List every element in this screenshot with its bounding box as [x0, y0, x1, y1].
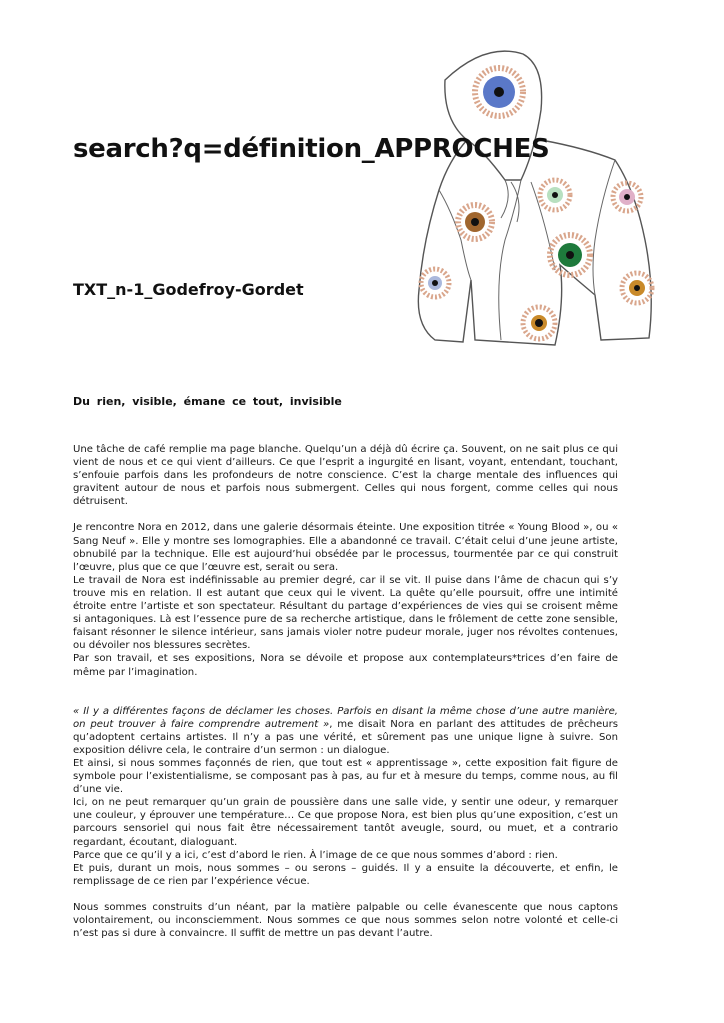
paragraph-9: Et puis, durant un mois, nous sommes – ou serons – guidés. Il y a ensuite la découverte, et enfin, le remplissage de ce rien par l’expérience vécue. — [73, 862, 618, 887]
eye-mint — [540, 180, 570, 210]
sleeve-right — [593, 160, 615, 295]
eye-brown — [458, 205, 492, 239]
jacket-outline — [418, 140, 651, 345]
paragraph-7: Ici, on ne peut remarquer qu’un grain de poussière dans une salle vide, y sentir une odeur, y remarquer une couleur, y éprouver une température… Ce que propose Nora, est bien plus qu’une exposition, c’est un parcours sensoriel qui nous fait être nécessairement tantôt aveugle, sourd, ou muet, et a contrario regardant, écoutant, dialoguant. — [73, 797, 618, 848]
eye-orange — [622, 273, 652, 303]
paragraph-spacer — [73, 888, 618, 901]
paragraph-spacer — [73, 508, 618, 521]
jacket-seam — [499, 180, 521, 340]
body-text — [73, 443, 618, 940]
paragraph-4: Par son travail, et ses expositions, Nora se dévoile et propose aux contemplateurs*trices d’en faire de même par l’imagination. — [73, 653, 618, 678]
paragraph-1: Une tâche de café remplie ma page blanche. Quelqu’un a déjà dû écrire ça. Souvent, on ne sait plus ce qui vient de nous et ce qui vient d’ailleurs. Ce que l’esprit a ingurgité en lisant, voyant, entendant, touchant, s’enfouie parfois dans les profondeurs de notre conscience. C’est la charge mentale des influences qui gravitent autour de nous et parfois nous submergent. Celles qui nous forgent, comme celles qui nous détruisent. — [73, 444, 618, 508]
nora-quote: « Il y a différentes façons de déclamer les choses. Parfois en disant la même chose d’une autre manière, on peut trouver à faire comprendre autrement » — [73, 705, 618, 730]
section-heading: Du rien, visible, émane ce tout, invisible — [73, 395, 342, 408]
eye-lightblue — [421, 269, 449, 297]
eye-blue-large — [475, 68, 523, 116]
paragraph-2: Je rencontre Nora en 2012, dans une galerie désormais éteinte. Une exposition titrée « Young Blood », ou « Sang Neuf ». Elle y montre ses lomographies. Elle a abandonné ce travail. C’était celui d’une jeune artiste, obnubilé par la technique. Elle est aujourd’hui obsédée par le processus, tourmentée par ce qui construit l’œuvre, plus que ce que l’œuvre est, serait ou sera. — [73, 522, 618, 573]
eye-dark — [523, 307, 555, 339]
eye-jacket-illustration — [405, 40, 660, 350]
eye-green — [550, 235, 590, 275]
paragraph-spacer — [73, 679, 618, 705]
paragraph-6: Et ainsi, si nous sommes façonnés de rien, que tout est « apprentissage », cette exposition fait figure de symbole pour l’existentialisme, se composant pas à pas, au fur et à mesure du temps, comme nous, au fil d’une vie. — [73, 757, 618, 796]
page-title: search?q=définition_APPROCHES — [73, 134, 550, 164]
paragraph-5-text: , me disait Nora en parlant des attitudes de prêcheurs qu’adoptent certains artistes. Il n’y a pas une vérité, et sûrement pas une unique ligne à suivre. Son exposition délivre cela, le contraire d’un sermon : un dialogue. — [73, 718, 618, 756]
paragraph-3: Le travail de Nora est indéfinissable au premier degré, car il se vit. Il puise dans l’âme de chacun qui s’y trouve mis en relation. Il est autant que ceux qui le vivent. La quête qu’elle poursuit, offre une intimité étroite entre l’artiste et son spectateur. Résultant du partage d’expériences de vies qui se croisent même si antagoniques. Là est l’essence pure de sa recherche artistique, dans le frôlement de cette zone sensible, faisant résonner le silence intérieur, sans jamais violer notre pudeur morale, juger nos révoltes contenues, ou dévoiler nos blessures secrètes. — [73, 574, 618, 652]
paragraph-10: Nous sommes construits d’un néant, par la matière palpable ou celle évanescente que nous captons volontairement, ou inconsciemment. Nous sommes ce que nous sommes selon notre volonté et celle-ci n’est pas si dure à convaincre. Il suffit de mettre un pas devant l’autre. — [73, 901, 618, 940]
document-subtitle: TXT_n-1_Godefroy-Gordet — [73, 280, 304, 299]
paragraph-5 — [73, 705, 618, 757]
paragraph-8: Parce que ce qu’il y a ici, c’est d’abord le rien. À l’image de ce que nous sommes d’abord : rien. — [73, 849, 558, 861]
